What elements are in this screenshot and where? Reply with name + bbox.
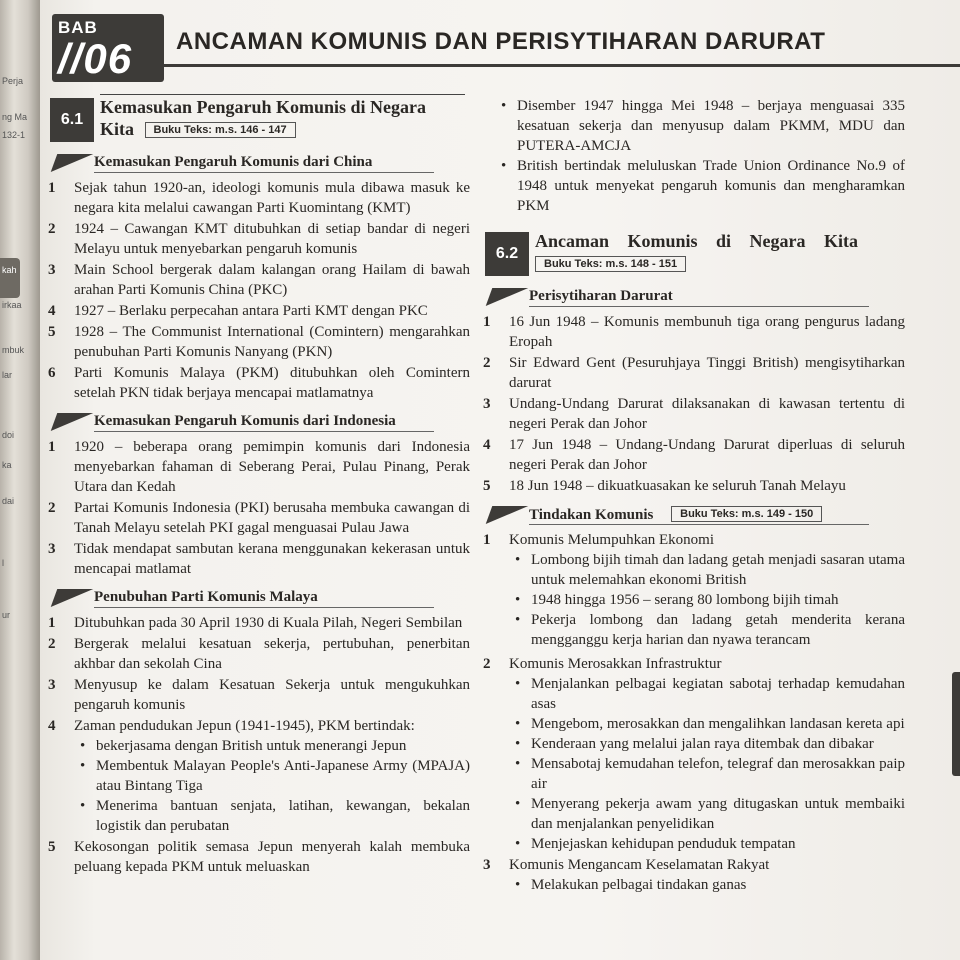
bullet-text: Pekerja lombong dan ladang getah menderita kerana mengganggu kerja harian dan nyawa terancam <box>531 612 905 648</box>
bullet-text: Menerima bantuan senjata, latihan, kewangan, bekalan logistik dan perubatan <box>96 798 470 834</box>
numbered-list <box>40 613 470 877</box>
triangle-marker-icon <box>51 589 94 607</box>
item-text: Komunis Melumpuhkan Ekonomi <box>509 532 714 548</box>
item-text: 1920 – beberapa orang pemimpin komunis dari Indonesia menyebarkan fahaman di Seberang Perai, Pulau Pinang, Perak Utara dan Kedah <box>74 439 470 495</box>
edge-text: l <box>2 558 4 568</box>
item-number: 2 <box>48 221 56 237</box>
subheading-title: Penubuhan Parti Komunis Malaya <box>94 589 318 605</box>
list-item <box>40 219 470 259</box>
list-item <box>475 312 905 352</box>
bullet-list <box>509 674 905 854</box>
section-divider <box>100 94 465 95</box>
subheading-title: Kemasukan Pengaruh Komunis dari China <box>94 154 373 170</box>
item-number: 2 <box>483 355 491 371</box>
bullet-icon: • <box>80 738 86 754</box>
textbook-reference: Buku Teks: m.s. 146 - 147 <box>145 122 296 138</box>
bullet-item <box>509 714 905 734</box>
list-item <box>475 476 905 496</box>
triangle-marker-icon <box>51 154 94 172</box>
numbered-list <box>40 437 470 579</box>
bullet-item <box>509 834 905 854</box>
bullet-icon: • <box>80 758 86 774</box>
list-item <box>40 675 470 715</box>
list-item <box>40 178 470 218</box>
bullet-list <box>74 736 470 836</box>
list-item <box>40 837 470 877</box>
numbered-list <box>475 530 905 895</box>
item-number: 2 <box>483 656 491 672</box>
item-number: 3 <box>483 396 491 412</box>
bullet-item <box>495 96 905 156</box>
bullet-item <box>495 156 905 216</box>
bullet-text: Membentuk Malayan People's Anti-Japanese Army (MPAJA) atau Bintang Tiga <box>96 758 470 794</box>
list-item <box>40 498 470 538</box>
section-title <box>100 96 470 140</box>
item-text: 16 Jun 1948 – Komunis membunuh tiga orang pengurus ladang Eropah <box>509 314 905 350</box>
book-binding <box>0 0 40 960</box>
bullet-text: Kenderaan yang melalui jalan raya ditembak dan dibakar <box>531 736 874 752</box>
item-text: Komunis Merosakkan Infrastruktur <box>509 656 722 672</box>
section-title-line2: Kita <box>100 119 134 139</box>
item-number: 6 <box>48 365 56 381</box>
list-item <box>40 613 470 633</box>
subheading-text: Tindakan Komunis <box>529 507 654 523</box>
list-item <box>475 435 905 475</box>
item-text: 1924 – Cawangan KMT ditubuhkan di setiap bandar di negeri Melayu untuk menyebarkan pengaruh komunis <box>74 221 470 257</box>
list-item <box>40 539 470 579</box>
subheading-divider <box>94 172 434 173</box>
item-text: Menyusup ke dalam Kesatuan Sekerja untuk mengukuhkan pengaruh komunis <box>74 677 470 713</box>
item-number: 3 <box>483 857 491 873</box>
edge-text: ng Ma <box>2 112 28 122</box>
list-item <box>475 855 905 895</box>
bullet-item <box>74 796 470 836</box>
item-number: 3 <box>48 677 56 693</box>
item-text: Kekosongan politik semasa Jepun menyerah kalah membuka peluang kepada PKM untuk meluaskan <box>74 839 470 875</box>
bullet-text: British bertindak meluluskan Trade Union Ordinance No.9 of 1948 untuk menyekat pengaruh komunis dan mengharamkan PKM <box>517 158 905 214</box>
chapter-label: BAB <box>58 18 98 37</box>
section-number: 6.1 <box>50 98 94 142</box>
item-text: 1927 – Berlaku perpecahan antara Parti KMT dengan PKC <box>74 303 428 319</box>
triangle-marker-icon <box>486 288 529 306</box>
textbook-reference: Buku Teks: m.s. 149 - 150 <box>671 506 822 522</box>
bullet-icon: • <box>501 158 507 174</box>
page-tab <box>0 258 20 298</box>
subheading <box>475 504 905 530</box>
edge-text: 132-1 <box>2 130 26 140</box>
triangle-marker-icon <box>51 413 94 431</box>
item-text: Main School bergerak dalam kalangan orang Hailam di bawah arahan Parti Komunis China (PKC) <box>74 262 470 298</box>
bullet-item <box>509 610 905 650</box>
item-text: Tidak mendapat sambutan kerana menggunakan kekerasan untuk mencapai matlamat <box>74 541 470 577</box>
chapter-badge <box>52 14 164 82</box>
bullet-list <box>509 875 905 895</box>
item-number: 5 <box>48 324 56 340</box>
edge-text: kah <box>2 265 17 275</box>
item-number: 2 <box>48 636 56 652</box>
item-text: Sejak tahun 1920-an, ideologi komunis mula dibawa masuk ke negara kita melalui cawangan Parti Kuomintang (KMT) <box>74 180 470 216</box>
left-column <box>40 92 470 878</box>
list-item <box>475 654 905 854</box>
subheading-divider <box>529 306 869 307</box>
chapter-divider <box>164 64 960 67</box>
bullet-icon: • <box>515 612 521 628</box>
subheading-title <box>529 506 822 524</box>
section-heading <box>40 92 470 148</box>
edge-text: dai <box>2 496 15 506</box>
item-text: Komunis Mengancam Keselamatan Rakyat <box>509 857 770 873</box>
bullet-list <box>509 550 905 650</box>
list-item <box>40 322 470 362</box>
bullet-icon: • <box>515 592 521 608</box>
page-edge-tab <box>952 672 960 776</box>
book-page <box>40 0 960 960</box>
item-text: Ditubuhkan pada 30 April 1930 di Kuala Pilah, Negeri Sembilan <box>74 615 463 631</box>
subheading <box>40 411 470 437</box>
item-text: 18 Jun 1948 – dikuatkuasakan ke seluruh Tanah Melayu <box>509 478 846 494</box>
item-number: 4 <box>48 303 56 319</box>
bullet-item <box>74 756 470 796</box>
bullet-text: Menyerang pekerja awam yang ditugaskan untuk membaiki dan menjalankan penyelidikan <box>531 796 905 832</box>
section-title-line1: Kemasukan Pengaruh Komunis di Negara <box>100 97 427 117</box>
chapter-title: ANCAMAN KOMUNIS DAN PERISYTIHARAN DARURAT <box>176 28 826 55</box>
bullet-icon: • <box>515 877 521 893</box>
bullet-item <box>509 734 905 754</box>
bullet-icon: • <box>515 736 521 752</box>
textbook-reference: Buku Teks: m.s. 148 - 151 <box>535 256 686 272</box>
bullet-text: Lombong bijih timah dan ladang getah menjadi sasaran utama untuk melemahkan ekonomi British <box>531 552 905 588</box>
edge-text: ur <box>2 610 11 620</box>
section-title-text: Ancaman Komunis di Negara Kita <box>535 231 859 251</box>
edge-text: irkaa <box>2 300 22 310</box>
subheading-title: Kemasukan Pengaruh Komunis dari Indonesia <box>94 413 396 429</box>
list-item <box>40 301 470 321</box>
bullet-item <box>74 736 470 756</box>
subheading <box>40 152 470 178</box>
item-number: 3 <box>48 262 56 278</box>
list-item <box>40 260 470 300</box>
bullet-item <box>509 674 905 714</box>
item-number: 1 <box>48 439 56 455</box>
list-item <box>475 530 905 650</box>
item-text: Zaman pendudukan Jepun (1941-1945), PKM bertindak: <box>74 718 415 734</box>
item-number: 4 <box>483 437 491 453</box>
section-title <box>535 230 905 274</box>
edge-text: lar <box>2 370 13 380</box>
subheading-title: Perisytiharan Darurat <box>529 288 673 304</box>
item-text: 17 Jun 1948 – Undang-Undang Darurat diperluas di seluruh negeri Perak dan Johor <box>509 437 905 473</box>
item-number: 4 <box>48 718 56 734</box>
item-number: 1 <box>48 180 56 196</box>
bullet-text: bekerjasama dengan British untuk menerangi Jepun <box>96 738 407 754</box>
bullet-icon: • <box>515 552 521 568</box>
subheading <box>40 587 470 613</box>
item-number: 3 <box>48 541 56 557</box>
bullet-item <box>509 875 905 895</box>
bullet-list <box>475 96 905 216</box>
numbered-list <box>40 178 470 403</box>
item-number: 1 <box>483 532 491 548</box>
bullet-text: Melakukan pelbagai tindakan ganas <box>531 877 747 893</box>
bullet-text: Menjalankan pelbagai kegiatan sabotaj terhadap kemudahan asas <box>531 676 905 712</box>
item-text: Sir Edward Gent (Pesuruhjaya Tinggi British) mengisytiharkan darurat <box>509 355 905 391</box>
item-text: Parti Komunis Malaya (PKM) ditubuhkan oleh Comintern setelah PKN tidak berjaya mencapai matlamatnya <box>74 365 470 401</box>
list-item <box>40 634 470 674</box>
subheading-divider <box>94 431 434 432</box>
right-column <box>475 96 905 896</box>
bullet-text: Mensabotaj kemudahan telefon, telegraf dan merosakkan paip air <box>531 756 905 792</box>
bullet-item <box>509 590 905 610</box>
triangle-marker-icon <box>486 506 529 524</box>
bullet-text: Disember 1947 hingga Mei 1948 – berjaya menguasai 335 kesatuan sekerja dan menyusup dalam PKMM, MDU dan PUTERA-AMCJA <box>517 98 905 154</box>
section-heading <box>475 226 905 282</box>
bullet-item <box>509 794 905 834</box>
item-number: 2 <box>48 500 56 516</box>
subheading-divider <box>529 524 869 525</box>
bullet-item <box>509 754 905 794</box>
bullet-text: Menjejaskan kehidupan penduduk tempatan <box>531 836 796 852</box>
item-number: 5 <box>48 839 56 855</box>
section-number: 6.2 <box>485 232 529 276</box>
subheading <box>475 286 905 312</box>
list-item <box>475 353 905 393</box>
bullet-icon: • <box>515 836 521 852</box>
bullet-icon: • <box>501 98 507 114</box>
bullet-item <box>509 550 905 590</box>
bullet-icon: • <box>80 798 86 814</box>
list-item <box>475 394 905 434</box>
bullet-icon: • <box>515 716 521 732</box>
item-text: Bergerak melalui kesatuan sekerja, pertubuhan, penerbitan akhbar dan sekolah Cina <box>74 636 470 672</box>
edge-text: ka <box>2 460 12 470</box>
item-text: Partai Komunis Indonesia (PKI) berusaha membuka cawangan di Tanah Melayu setelah PKI gagal menguasai Pulau Jawa <box>74 500 470 536</box>
edge-text: doi <box>2 430 15 440</box>
bullet-icon: • <box>515 796 521 812</box>
item-text: Undang-Undang Darurat dilaksanakan di kawasan tertentu di negeri Perak dan Johor <box>509 396 905 432</box>
item-number: 5 <box>483 478 491 494</box>
list-item <box>40 437 470 497</box>
edge-text: Perja <box>2 76 24 86</box>
item-number: 1 <box>483 314 491 330</box>
chapter-number: //06 <box>58 35 133 82</box>
edge-text: mbuk <box>2 345 25 355</box>
numbered-list <box>475 312 905 496</box>
item-number: 1 <box>48 615 56 631</box>
subheading-divider <box>94 607 434 608</box>
bullet-text: 1948 hingga 1956 – serang 80 lombong bijih timah <box>531 592 839 608</box>
list-item <box>40 363 470 403</box>
item-text: 1928 – The Communist International (Comintern) mengarahkan penubuhan Parti Komunis Nanyang (PKN) <box>74 324 470 360</box>
bullet-icon: • <box>515 676 521 692</box>
list-item <box>40 716 470 836</box>
bullet-text: Mengebom, merosakkan dan mengalihkan landasan kereta api <box>531 716 905 732</box>
bullet-icon: • <box>515 756 521 772</box>
